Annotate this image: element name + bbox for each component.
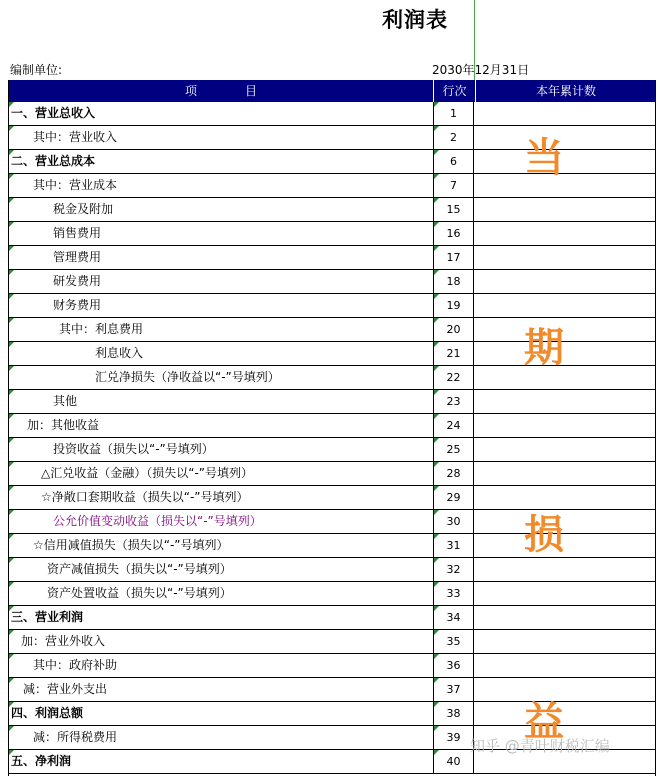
cell-marker-icon — [9, 486, 14, 491]
row-amount-cell[interactable] — [475, 222, 655, 245]
row-item-label[interactable]: 加：营业外收入 — [21, 634, 106, 648]
cell-marker-icon — [434, 414, 439, 419]
table-row — [9, 198, 655, 222]
cell-marker-icon — [434, 702, 439, 707]
cell-marker-icon — [9, 294, 14, 299]
table-row — [9, 558, 655, 582]
row-line-number[interactable]: 20 — [433, 318, 474, 342]
row-amount-cell[interactable] — [475, 678, 655, 701]
row-amount-cell[interactable] — [475, 510, 655, 533]
table-row — [9, 222, 655, 246]
cell-marker-icon — [9, 174, 14, 179]
table-row — [9, 294, 655, 318]
row-amount-cell[interactable] — [475, 534, 655, 557]
cell-marker-icon — [9, 198, 14, 203]
watermark: 知乎 @青叶财税汇编 — [470, 737, 610, 755]
company-unit-label: 编制单位: — [10, 63, 63, 77]
row-line-number[interactable]: 35 — [433, 630, 474, 654]
row-item-label[interactable]: 财务费用 — [53, 298, 102, 312]
row-item-label[interactable]: 五、净利润 — [11, 754, 72, 768]
row-item-label[interactable]: 利息收入 — [95, 346, 144, 360]
row-item-label[interactable]: 二、营业总成本 — [11, 154, 96, 168]
row-amount-cell[interactable] — [475, 174, 655, 197]
row-item-label[interactable]: 管理费用 — [53, 250, 102, 264]
row-amount-cell[interactable] — [475, 702, 655, 725]
row-amount-cell[interactable] — [475, 630, 655, 653]
row-line-number[interactable]: 36 — [433, 654, 474, 678]
row-line-number[interactable]: 22 — [433, 366, 474, 390]
row-item-label[interactable]: 投资收益（损失以“-”号填列） — [53, 442, 214, 456]
cell-marker-icon — [9, 222, 14, 227]
row-line-number[interactable]: 16 — [433, 222, 474, 246]
table-row — [9, 246, 655, 270]
row-item-label[interactable]: 一、营业总收入 — [11, 106, 96, 120]
row-item-label[interactable]: ☆信用减值损失（损失以“-”号填列） — [33, 538, 229, 552]
row-item-label[interactable]: 减：所得税费用 — [33, 730, 118, 744]
row-amount-cell[interactable] — [475, 246, 655, 269]
row-item-label[interactable]: 税金及附加 — [53, 202, 114, 216]
row-item-label[interactable]: 研发费用 — [53, 274, 102, 288]
row-line-number[interactable]: 1 — [433, 102, 474, 126]
row-item-label[interactable]: 四、利润总额 — [11, 706, 84, 720]
row-amount-cell[interactable] — [475, 558, 655, 581]
row-amount-cell[interactable] — [475, 582, 655, 605]
cell-marker-icon — [434, 606, 439, 611]
cell-marker-icon — [434, 390, 439, 395]
cell-marker-icon — [9, 750, 14, 755]
row-amount-cell[interactable] — [475, 462, 655, 485]
row-line-number[interactable]: 37 — [433, 678, 474, 702]
row-amount-cell[interactable] — [475, 390, 655, 413]
row-item-label[interactable]: ☆净敞口套期收益（损失以“-”号填列） — [41, 490, 249, 504]
cell-marker-icon — [9, 534, 14, 539]
cell-marker-icon — [434, 462, 439, 467]
side-annotation-char: 期 — [524, 325, 564, 371]
header-item: 项 目 — [184, 84, 257, 98]
cell-marker-icon — [9, 678, 14, 683]
table-row — [9, 630, 655, 654]
row-item-label[interactable]: 其中：营业收入 — [33, 130, 118, 144]
row-line-number[interactable]: 7 — [433, 174, 474, 198]
cell-marker-icon — [9, 390, 14, 395]
cell-marker-icon — [434, 678, 439, 683]
row-item-label[interactable]: 其中：营业成本 — [33, 178, 118, 192]
row-line-number[interactable]: 17 — [433, 246, 474, 270]
row-amount-cell[interactable] — [475, 606, 655, 629]
row-line-number[interactable]: 32 — [433, 558, 474, 582]
row-amount-cell[interactable] — [475, 102, 655, 125]
cell-marker-icon — [9, 438, 14, 443]
row-item-label[interactable]: 其中：利息费用 — [59, 322, 144, 336]
cell-marker-icon — [9, 702, 14, 707]
cell-marker-icon — [9, 342, 14, 347]
table-row — [9, 102, 655, 126]
income-statement-table — [8, 80, 656, 776]
side-annotation-char: 当 — [524, 135, 564, 181]
table-row — [9, 414, 655, 438]
report-date: 2030年12月31日 — [432, 63, 530, 77]
row-amount-cell[interactable] — [475, 486, 655, 509]
header-line-number: 行次 — [433, 80, 475, 102]
row-line-number[interactable]: 34 — [433, 606, 474, 630]
cell-marker-icon — [434, 534, 439, 539]
cell-marker-icon — [434, 726, 439, 731]
row-line-number[interactable]: 40 — [433, 750, 474, 774]
cell-marker-icon — [9, 726, 14, 731]
cell-marker-icon — [434, 630, 439, 635]
row-line-number[interactable]: 24 — [433, 414, 474, 438]
row-item-label[interactable]: 公允价值变动收益（损失以“-”号填列） — [53, 514, 262, 528]
side-annotation-char: 损 — [524, 512, 564, 558]
row-item-label[interactable]: 资产处置收益（损失以“-”号填列） — [47, 586, 232, 600]
row-amount-cell[interactable] — [475, 414, 655, 437]
table-row — [9, 270, 655, 294]
cell-marker-icon — [434, 102, 439, 107]
row-line-number[interactable]: 18 — [433, 270, 474, 294]
cell-marker-icon — [434, 198, 439, 203]
cell-marker-icon — [434, 558, 439, 563]
row-line-number[interactable]: 38 — [433, 702, 474, 726]
cell-marker-icon — [9, 366, 14, 371]
cell-marker-icon — [434, 246, 439, 251]
cell-marker-icon — [9, 102, 14, 107]
header-amount: 本年累计数 — [475, 80, 656, 102]
row-amount-cell[interactable] — [475, 318, 655, 341]
row-amount-cell[interactable] — [475, 150, 655, 173]
cell-marker-icon — [9, 630, 14, 635]
cell-marker-icon — [9, 462, 14, 467]
row-item-label[interactable]: 其中：政府补助 — [33, 658, 118, 672]
row-line-number[interactable]: 28 — [433, 462, 474, 486]
row-amount-cell[interactable] — [475, 342, 655, 365]
row-line-number[interactable]: 31 — [433, 534, 474, 558]
row-line-number[interactable]: 33 — [433, 582, 474, 606]
cell-marker-icon — [434, 366, 439, 371]
table-row — [9, 390, 655, 414]
row-amount-cell[interactable] — [475, 294, 655, 317]
row-item-label[interactable]: 汇兑净损失（净收益以“-”号填列） — [95, 370, 280, 384]
cell-marker-icon — [434, 174, 439, 179]
cell-marker-icon — [434, 270, 439, 275]
row-amount-cell[interactable] — [475, 366, 655, 389]
row-line-number[interactable]: 15 — [433, 198, 474, 222]
cell-marker-icon — [9, 126, 14, 131]
cell-marker-icon — [434, 582, 439, 587]
cell-marker-icon — [434, 654, 439, 659]
row-line-number[interactable]: 19 — [433, 294, 474, 318]
cell-marker-icon — [434, 750, 439, 755]
cell-marker-icon — [434, 486, 439, 491]
row-item-label[interactable]: 其他 — [53, 394, 78, 408]
cell-marker-icon — [9, 654, 14, 659]
row-item-label[interactable]: 资产减值损失（损失以“-”号填列） — [47, 562, 232, 576]
cell-marker-icon — [9, 558, 14, 563]
cell-marker-icon — [434, 126, 439, 131]
cell-marker-icon — [434, 222, 439, 227]
cell-marker-icon — [434, 294, 439, 299]
row-amount-cell[interactable] — [475, 654, 655, 677]
table-row — [9, 654, 655, 678]
row-line-number[interactable]: 23 — [433, 390, 474, 414]
table-header — [9, 80, 655, 102]
row-amount-cell[interactable] — [475, 438, 655, 461]
row-amount-cell[interactable] — [475, 198, 655, 221]
table-row — [9, 438, 655, 462]
cell-marker-icon — [9, 150, 14, 155]
row-line-number[interactable]: 30 — [433, 510, 474, 534]
row-line-number[interactable]: 39 — [433, 726, 474, 750]
row-amount-cell[interactable] — [475, 270, 655, 293]
cell-marker-icon — [9, 270, 14, 275]
row-amount-cell[interactable] — [475, 126, 655, 149]
row-item-label[interactable]: 三、营业利润 — [11, 610, 84, 624]
report-title: 利润表 — [382, 7, 448, 32]
row-item-label[interactable]: 销售费用 — [53, 226, 102, 240]
row-line-number[interactable]: 2 — [433, 126, 474, 150]
row-line-number[interactable]: 21 — [433, 342, 474, 366]
cell-marker-icon — [9, 510, 14, 515]
cell-marker-icon — [9, 414, 14, 419]
row-line-number[interactable]: 25 — [433, 438, 474, 462]
cell-marker-icon — [434, 318, 439, 323]
side-annotation-char: 益 — [524, 699, 564, 745]
cell-marker-icon — [9, 606, 14, 611]
row-item-label[interactable]: △汇兑收益（金融）（损失以“-”号填列） — [41, 466, 253, 480]
table-row — [9, 582, 655, 606]
row-line-number[interactable]: 6 — [433, 150, 474, 174]
cell-marker-icon — [434, 150, 439, 155]
cell-marker-icon — [9, 246, 14, 251]
row-line-number[interactable]: 29 — [433, 486, 474, 510]
cell-marker-icon — [434, 438, 439, 443]
cell-marker-icon — [434, 342, 439, 347]
cell-marker-icon — [434, 510, 439, 515]
table-row — [9, 462, 655, 486]
row-item-label[interactable]: 减：营业外支出 — [23, 682, 108, 696]
table-row — [9, 606, 655, 630]
row-item-label[interactable]: 加：其他收益 — [27, 418, 100, 432]
cell-marker-icon — [9, 318, 14, 323]
cell-marker-icon — [9, 582, 14, 587]
